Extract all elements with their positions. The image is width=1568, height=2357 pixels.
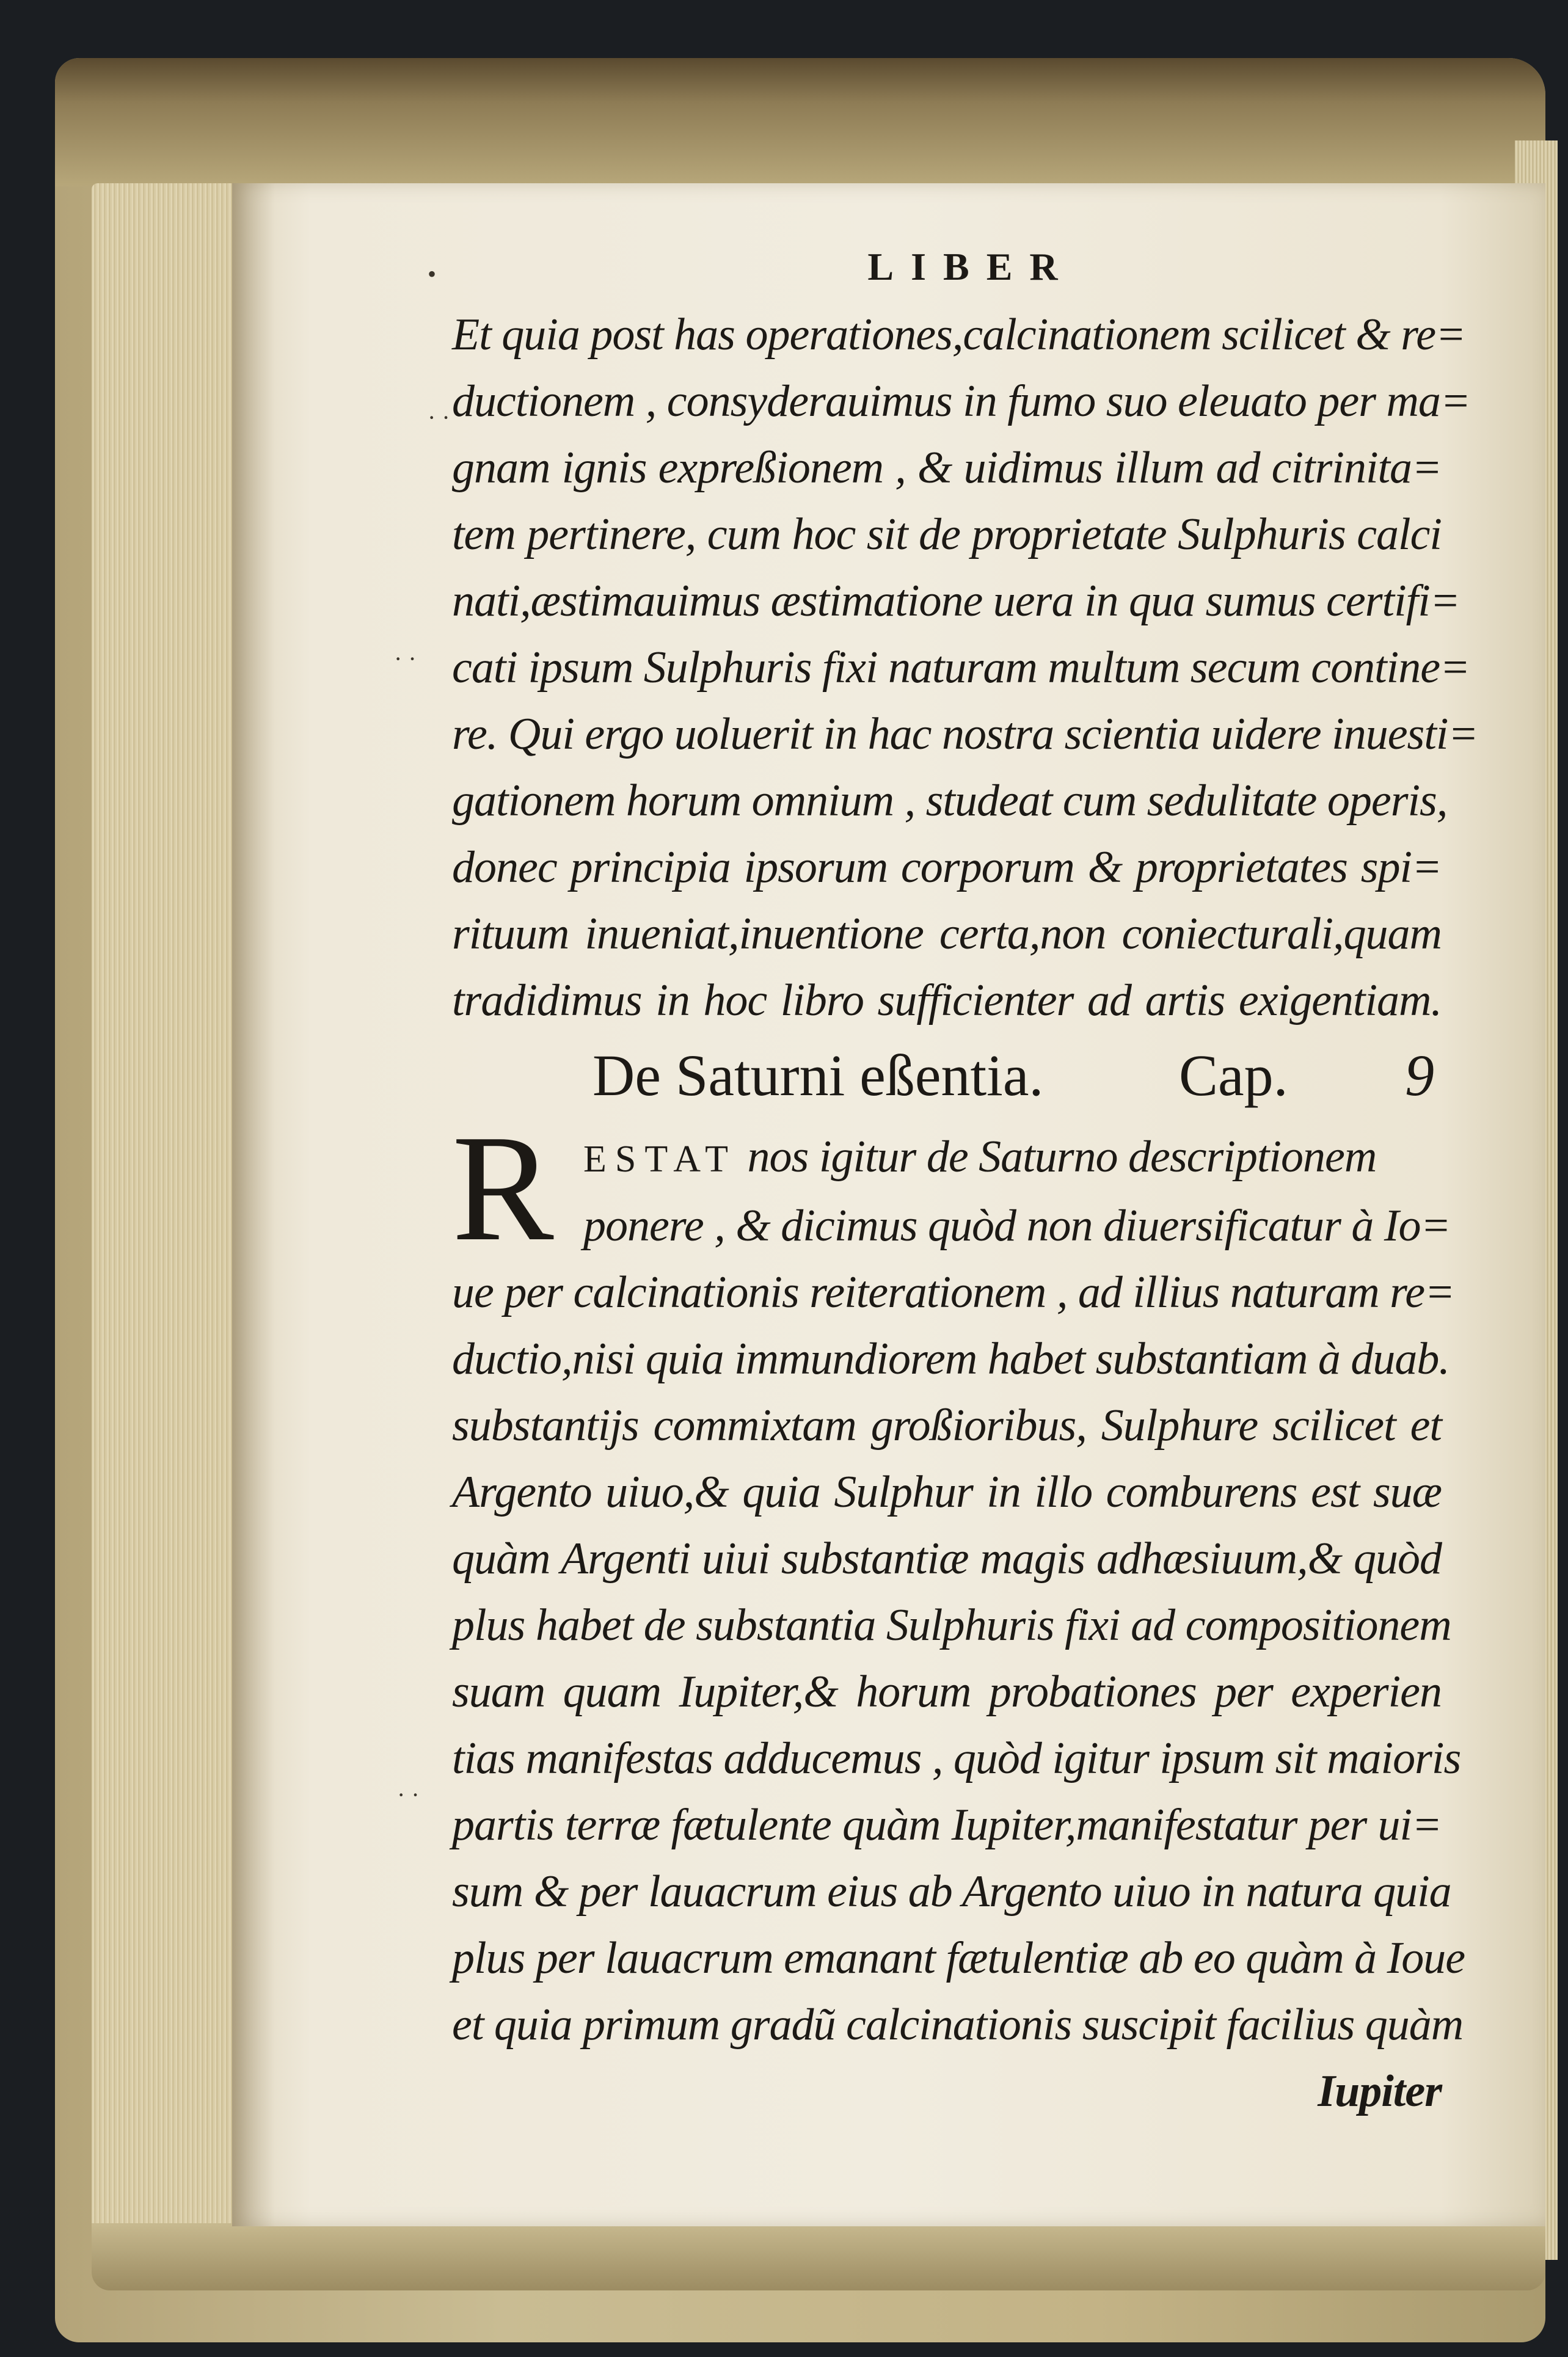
margin-dot: · · — [428, 404, 450, 431]
chapter-title: De Saturni eßentia. — [593, 1043, 1044, 1108]
drop-cap: R — [452, 1104, 554, 1273]
catchword: Iupiter — [1318, 2066, 1442, 2116]
text-line: tias manifestas adducemus , quòd igitur ipsum sit maioris — [452, 1733, 1461, 1783]
text-line: ductionem , consyderauimus in fumo suo eleuato per ma= — [452, 376, 1470, 426]
text-line: et quia primum gradũ calcinationis suscipit facilius quàm — [452, 2000, 1464, 2050]
text-line: cati ipsum Sulphuris fixi naturam multum secum contine= — [452, 643, 1470, 693]
chapter-number: 9 — [1405, 1043, 1434, 1108]
gutter-shadow — [232, 183, 275, 2226]
text-line: rituum inueniat,inuentione certa,non coniecturali,quam — [452, 909, 1442, 959]
text-line: plus habet de substantia Sulphuris fixi ad compositionem — [452, 1600, 1451, 1650]
text-line: Argento uiuo,& quia Sulphur in illo comburens est suæ — [452, 1467, 1442, 1517]
chapter-heading — [452, 1039, 1442, 1115]
text-line: quàm Argenti uiui substantiæ magis adhæsiuum,& quòd — [452, 1534, 1442, 1584]
paragraph-2 — [452, 1104, 1465, 2125]
text-line: tem pertinere, cum hoc sit de proprietate Sulphuris calci — [452, 509, 1442, 559]
text-line: ue per calcinationis reiterationem , ad illius naturam re= — [452, 1267, 1455, 1317]
text-block — [452, 244, 1478, 2125]
chapter-label: Cap. — [1179, 1043, 1288, 1108]
running-head: LIBER — [867, 245, 1075, 288]
text-line: ductio,nisi quia immundiorem habet substantiam à duab. — [452, 1334, 1449, 1384]
text-line: suam quam Iupiter,& horum probationes per experien — [452, 1667, 1442, 1717]
text-line: gnam ignis expreßionem , & uidimus illum ad citrinita= — [452, 443, 1442, 493]
text-line: plus per lauacrum emanant fætulentiæ ab eo quàm à Ioue — [452, 1933, 1465, 1983]
text-line: substantijs commixtam großioribus, Sulphure scilicet et — [452, 1401, 1442, 1451]
book-bottom-binding — [92, 2223, 1545, 2290]
text-line: gationem horum omnium , studeat cum sedulitate operis, — [452, 776, 1448, 826]
text-line — [452, 1124, 1442, 1193]
book-top-binding — [55, 58, 1545, 186]
margin-dot: • — [428, 260, 437, 288]
text-line: tradidimus in hoc libro sufficienter ad artis exigentiam. — [452, 975, 1442, 1025]
page-edges — [92, 183, 250, 2235]
text-line: Et quia post has operationes,calcinationem scilicet & re= — [452, 310, 1466, 360]
text-line: donec principia ipsorum corporum & proprietates spi= — [452, 842, 1442, 892]
opening-word: ESTAT — [583, 1138, 737, 1180]
text-line: partis terræ fætulente quàm Iupiter,manifestatur per ui= — [452, 1800, 1442, 1850]
paragraph-1 — [452, 302, 1478, 1034]
margin-dot: · · — [397, 1781, 420, 1809]
margin-dot: · · — [394, 645, 417, 672]
text-line: ponere , & dicimus quòd non diuersificatur à Io= — [583, 1201, 1451, 1251]
text-line: sum & per lauacrum eius ab Argento uiuo in natura quia — [452, 1867, 1451, 1917]
text-line: nati,æstimauimus æstimatione uera in qua sumus certifi= — [452, 576, 1460, 626]
first-line-text: nos igitur de Saturno descriptionem — [747, 1132, 1377, 1182]
text-line: re. Qui ergo uoluerit in hac nostra scientia uidere inuesti= — [452, 709, 1478, 759]
